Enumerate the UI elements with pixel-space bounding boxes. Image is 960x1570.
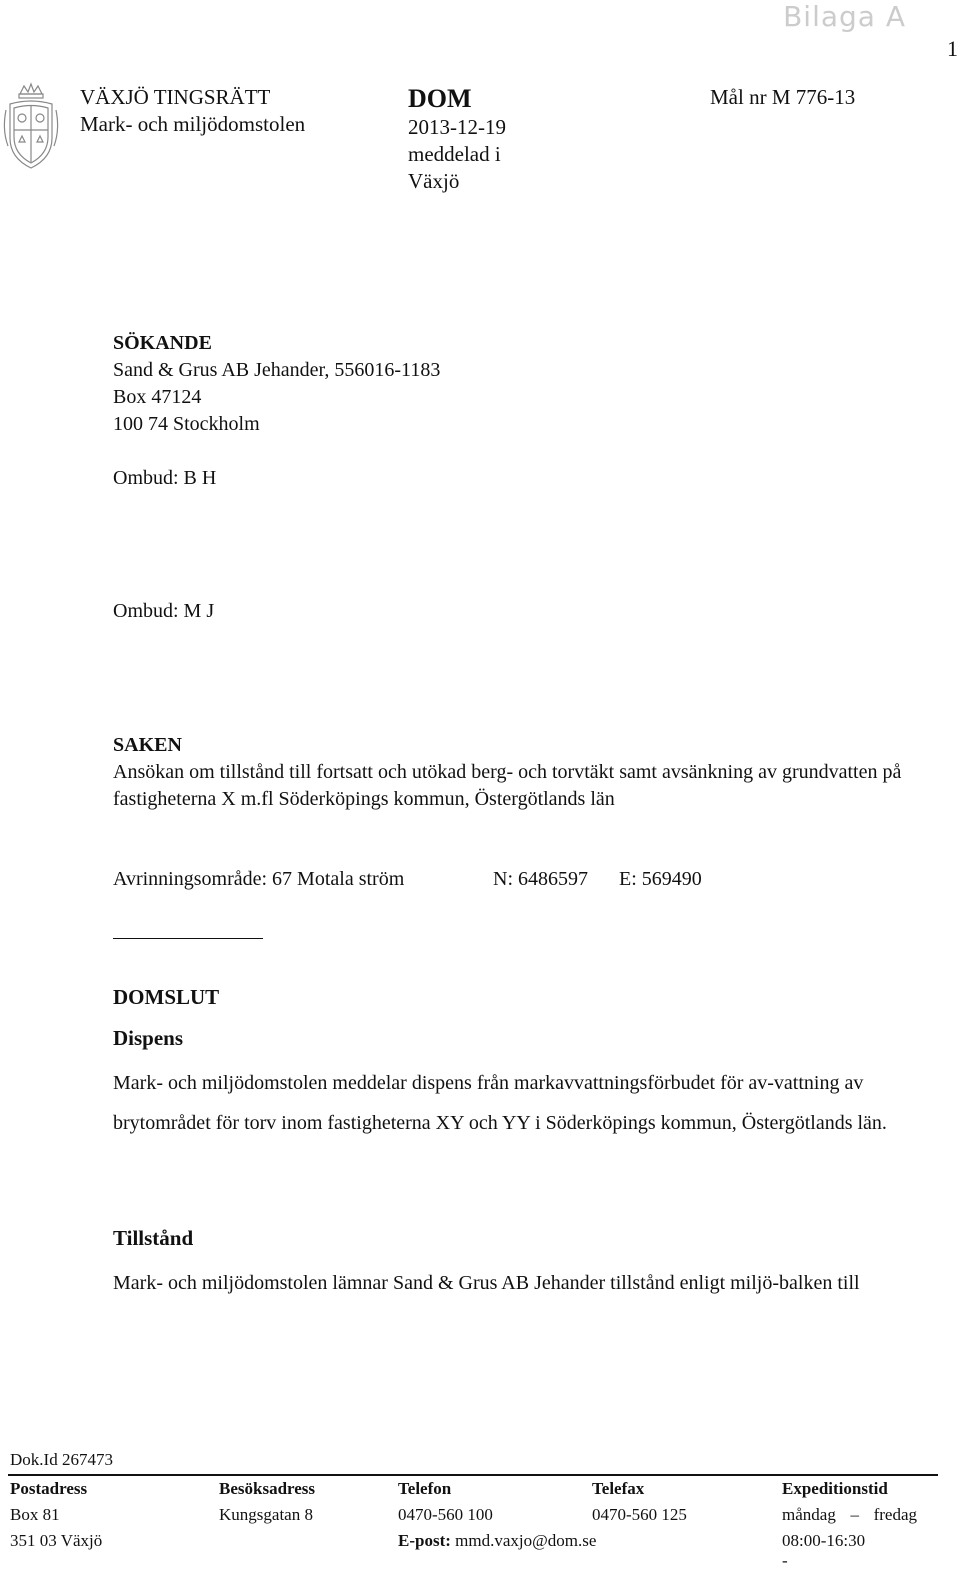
court-name: VÄXJÖ TINGSRÄTT (80, 85, 271, 109)
court-division: Mark- och miljödomstolen (80, 112, 306, 136)
footer-office-hours: Expeditionstid måndag – fredag 08:00-16:30 - (782, 1476, 917, 1568)
email-address[interactable]: mmd.vaxjo@dom.se (455, 1531, 597, 1550)
coordinate-east: E: 569490 (619, 868, 702, 890)
document-date: 2013-12-19 (408, 115, 506, 139)
phone-label: Telefon (398, 1479, 452, 1498)
document-id: Dok.Id 267473 (10, 1450, 113, 1469)
applicant-heading: SÖKANDE (113, 332, 212, 354)
representative-1: Ombud: B H (113, 467, 217, 489)
phone-number: 0470-560 100 (398, 1505, 493, 1524)
postal-line2: 351 03 Växjö (10, 1531, 103, 1550)
hours-day-to: fredag (873, 1505, 917, 1524)
permit-heading: Tillstånd (113, 1226, 194, 1250)
dispensation-text: Mark- och miljödomstolen meddelar dispens från markavvattningsförbudet för av-vattning av brytområdet för torv inom fastigheterna XY och YY i Söderköpings kommun, Östergötlands län. (113, 1072, 887, 1134)
catchment-area: Avrinningsområde: 67 Motala ström (113, 868, 405, 890)
footer-fax (592, 1476, 687, 1528)
visit-line1: Kungsgatan 8 (219, 1505, 313, 1524)
coordinate-north: N: 6486597 (493, 868, 588, 890)
fax-number: 0470-560 125 (592, 1505, 687, 1524)
case-number: Mål nr M 776-13 (710, 85, 856, 109)
matter-heading: SAKEN (113, 734, 182, 756)
document-type-block (408, 84, 506, 195)
applicant-name: Sand & Grus AB Jehander, 556016-1183 (113, 359, 441, 381)
coat-of-arms-icon (2, 80, 60, 172)
footer-phone (398, 1476, 596, 1554)
hours-dash: - (782, 1551, 788, 1570)
matter-section (113, 732, 903, 813)
footer-visiting-address (219, 1476, 315, 1528)
fax-label: Telefax (592, 1479, 645, 1498)
section-divider (113, 938, 263, 939)
dispensation-heading: Dispens (113, 1026, 184, 1050)
hours-label: Expeditionstid (782, 1479, 888, 1498)
applicant-address-line2: 100 74 Stockholm (113, 413, 260, 435)
court-header (80, 84, 305, 138)
catchment-line (113, 866, 702, 893)
issued-label: meddelad i (408, 142, 501, 166)
hours-time: 08:00-16:30 (782, 1531, 866, 1550)
email-label: E-post: (398, 1531, 451, 1550)
page-number: 1 (947, 36, 958, 61)
postal-line1: Box 81 (10, 1505, 60, 1524)
permit-text: Mark- och miljödomstolen lämnar Sand & Grus AB Jehander tillstånd enligt miljö-balken till (113, 1272, 860, 1294)
applicant-address-line1: Box 47124 (113, 386, 202, 408)
representative-2: Ombud: M J (113, 600, 215, 622)
document-type: DOM (408, 84, 472, 113)
watermark-text: Bilaga A (783, 0, 906, 33)
issued-place: Växjö (408, 169, 460, 193)
applicant-section (113, 330, 440, 438)
hours-day-from: måndag (782, 1505, 836, 1524)
visit-label: Besöksadress (219, 1479, 316, 1498)
postal-label: Postadress (10, 1479, 88, 1498)
ruling-heading: DOMSLUT (113, 985, 220, 1009)
footer-postal-address (10, 1476, 102, 1554)
matter-text: Ansökan om tillstånd till fortsatt och utökad berg- och torvtäkt samt avsänkning av grundvatten på fastigheterna X m.fl Söderköpings kommun, Östergötlands län (113, 761, 902, 810)
